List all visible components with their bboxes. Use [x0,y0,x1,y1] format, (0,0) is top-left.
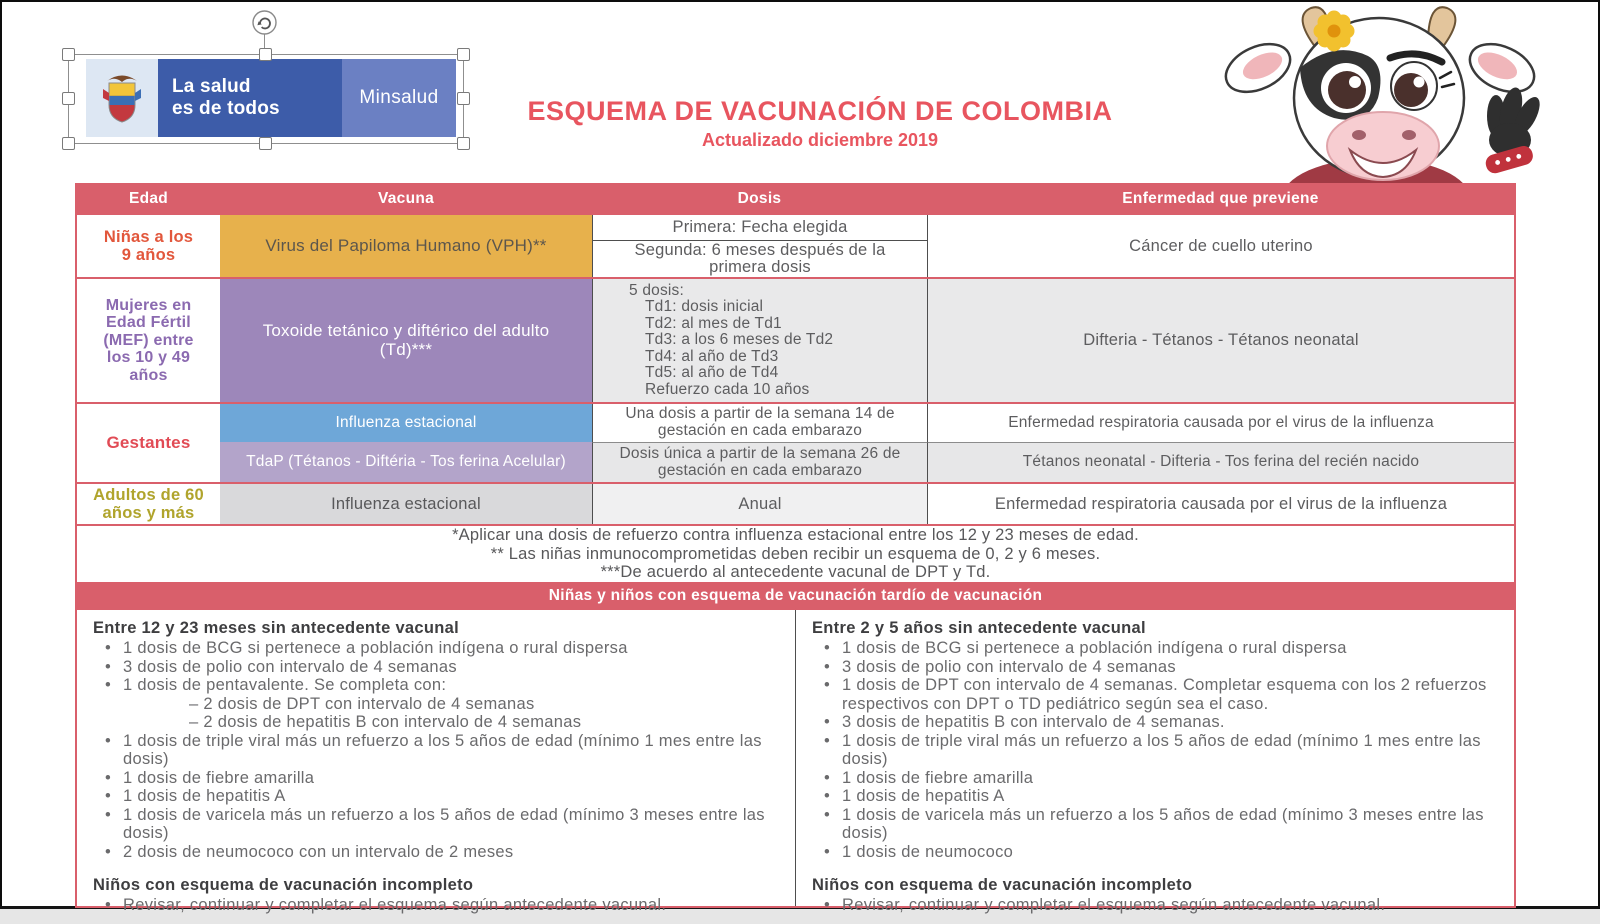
footnote-line: ***De acuerdo al antecedente vacunal de DPT y Td. [600,563,991,582]
list-item: • 1 dosis de hepatitis A [823,787,1005,805]
table-row-mef [77,277,1514,402]
late-schedule-section [77,608,1514,914]
dosis-line: Td4: al año de Td3 [645,347,779,365]
cell-enfermedad-td: Difteria - Tétanos - Tétanos neonatal [927,279,1514,402]
logo-selection-box[interactable] [68,54,464,144]
late-right-subtitle: Niños con esquema de vacunación incompleto [812,876,1193,894]
resize-handle-top-right[interactable] [457,48,470,61]
list-item: • 3 dosis de hepatitis B con intervalo de 4 semanas. [823,713,1225,731]
page-title: ESQUEMA DE VACUNACIÓN DE COLOMBIA [527,96,1113,126]
list-item: • 1 dosis de pentavalente. Se completa con: [104,676,447,694]
cell-dosis-td [592,279,927,402]
vaccination-table [75,183,1516,914]
resize-handle-mid-right[interactable] [457,92,470,105]
late-left-title: Entre 12 y 23 meses sin antecedente vacunal [93,619,459,637]
cell-edad-gestantes: Gestantes [106,432,191,452]
list-item: • 1 dosis de fiebre amarilla [823,768,1034,787]
dosis-line: Refuerzo cada 10 años [645,380,810,398]
list-item: • 1 dosis de BCG si pertenece a población indígena o rural dispersa [104,639,628,657]
list-item: • 1 dosis de hepatitis A [104,787,286,805]
late-left-sublist [93,896,781,915]
cow-mascot-illustration [1216,4,1548,188]
list-item: • 1 dosis de fiebre amarilla [104,768,315,787]
cell-edad-ninas: Niñas a los 9 años [103,227,194,264]
footnote-line: *Aplicar una dosis de refuerzo contra influenza estacional entre los 12 y 23 meses de edad. [452,526,1139,545]
late-schedule-banner [77,582,1514,608]
late-right-sublist [812,896,1500,915]
cell-vacuna-tdap: TdaP (Tétanos - Diftéria - Tos ferina Acelular) [220,442,592,482]
dosis-line: Td1: dosis inicial [645,298,764,316]
cell-enfermedad-tdap: Tétanos neonatal - Difteria - Tos ferina del recién nacido [927,442,1514,482]
late-column-2-5 [795,610,1514,914]
cell-vacuna-td: Toxoide tetánico y diftérico del adulto (Td)*** [220,279,592,402]
page-subtitle: Actualizado diciembre 2019 [701,130,939,150]
cell-dosis-adultos: Anual [592,484,927,524]
list-item: • Revisar, continuar y completar el esquema según antecedente vacunal. [104,896,667,914]
list-item: – 2 dosis de hepatitis B con intervalo de 4 semanas [189,713,582,731]
table-row-gestantes [77,402,1514,482]
late-right-list [812,639,1500,861]
list-item: • Revisar, continuar y completar el esquema según antecedente vacunal. [823,896,1386,914]
column-header-enfermedad: Enfermedad que previene [1122,190,1319,208]
logo-tagline-line1: La salud [172,75,251,97]
column-header-edad: Edad [128,190,169,208]
list-item: • 1 dosis de neumococo [823,842,1014,861]
resize-handle-bottom-center[interactable] [259,137,272,150]
table-header-row [77,185,1514,213]
dosis-line: Td5: al año de Td4 [645,364,779,382]
late-schedule-banner-text: Niñas y niños con esquema de vacunación tardío de vacunación [548,587,1043,604]
resize-handle-bottom-left[interactable] [62,137,75,150]
cell-vacuna-adultos: Influenza estacional [220,484,592,524]
footnotes-row [77,524,1514,582]
rotate-icon[interactable] [252,10,277,35]
cell-enfermedad-influenza: Enfermedad respiratoria causada por el virus de la influenza [927,404,1514,442]
dosis-line: Td2: al mes de Td1 [645,314,782,332]
footnote-line: ** Las niñas inmunocomprometidas deben recibir un esquema de 0, 2 y 6 meses. [490,544,1101,563]
cell-dosis-vph [592,215,927,277]
late-right-title: Entre 2 y 5 años sin antecedente vacunal [812,619,1146,637]
list-item: • 3 dosis de polio con intervalo de 4 semanas [823,657,1176,676]
resize-handle-mid-left[interactable] [62,92,75,105]
gestantes-subrows [220,404,1514,482]
resize-handle-bottom-right[interactable] [457,137,470,150]
list-item: – 2 dosis de DPT con intervalo de 4 semanas [189,694,535,713]
list-item: • 1 dosis de triple viral más un refuerzo a los 5 años de edad (mínimo 1 mes entre las dosis) [823,731,1481,768]
late-left-subtitle: Niños con esquema de vacunación incompleto [93,876,474,894]
list-item: • 1 dosis de BCG si pertenece a población indígena o rural dispersa [823,639,1347,657]
dosis-line: Td3: a los 6 meses de Td2 [645,331,834,349]
table-row-vph [77,213,1514,277]
cell-vacuna-influenza: Influenza estacional [220,404,592,442]
table-row-adultos [77,482,1514,524]
column-header-vacuna: Vacuna [377,190,435,208]
list-item: • 1 dosis de varicela más un refuerzo a los 5 años de edad (mínimo 3 meses entre las dosis) [104,805,765,842]
list-item: • 1 dosis de triple viral más un refuerzo a los 5 años de edad (mínimo 1 mes entre las dosis) [104,731,762,768]
logo-brand: Minsalud [342,59,456,137]
list-item: • 2 dosis de neumococo con un intervalo de 2 meses [104,842,514,861]
dosis-td-lines [629,299,833,398]
dosis-td-intro: 5 dosis: [629,281,685,299]
resize-handle-top-center[interactable] [259,48,272,61]
resize-handle-top-left[interactable] [62,48,75,61]
cell-dosis-influenza: Una dosis a partir de la semana 14 de gestación en cada embarazo [592,404,927,442]
gestantes-tdap-row [220,442,1514,482]
gestantes-influenza-row [220,404,1514,442]
cell-vacuna-vph: Virus del Papiloma Humano (VPH)** [220,215,592,277]
late-left-list [93,639,781,861]
cell-edad-mef: Mujeres en Edad Fértil (MEF) entre los 10 y 49 años [103,296,194,384]
list-item: • 1 dosis de varicela más un refuerzo a los 5 años de edad (mínimo 3 meses entre las dosis) [823,805,1484,842]
list-item: • 1 dosis de DPT con intervalo de 4 semanas. Completar esquema con los 2 refuerzos respectivos con DPT o TD pediátrico según sea el caso. [823,676,1487,713]
frame-left-edge [0,2,2,908]
list-item: • 3 dosis de polio con intervalo de 4 semanas [104,657,457,676]
dosis-vph-primera: Primera: Fecha elegida [593,215,927,241]
column-header-dosis: Dosis [737,190,782,208]
late-column-12-23 [77,610,795,914]
cell-enfermedad-adultos: Enfermedad respiratoria causada por el virus de la influenza [927,484,1514,524]
dosis-vph-segunda: Segunda: 6 meses después de la primera dosis [634,240,886,276]
title-block [460,96,1180,151]
cell-enfermedad-vph: Cáncer de cuello uterino [927,215,1514,277]
logo-tagline-line2: es de todos [172,98,280,119]
cell-dosis-tdap: Dosis única a partir de la semana 26 de gestación en cada embarazo [592,442,927,482]
cell-edad-adultos: Adultos de 60 años y más [93,485,204,522]
